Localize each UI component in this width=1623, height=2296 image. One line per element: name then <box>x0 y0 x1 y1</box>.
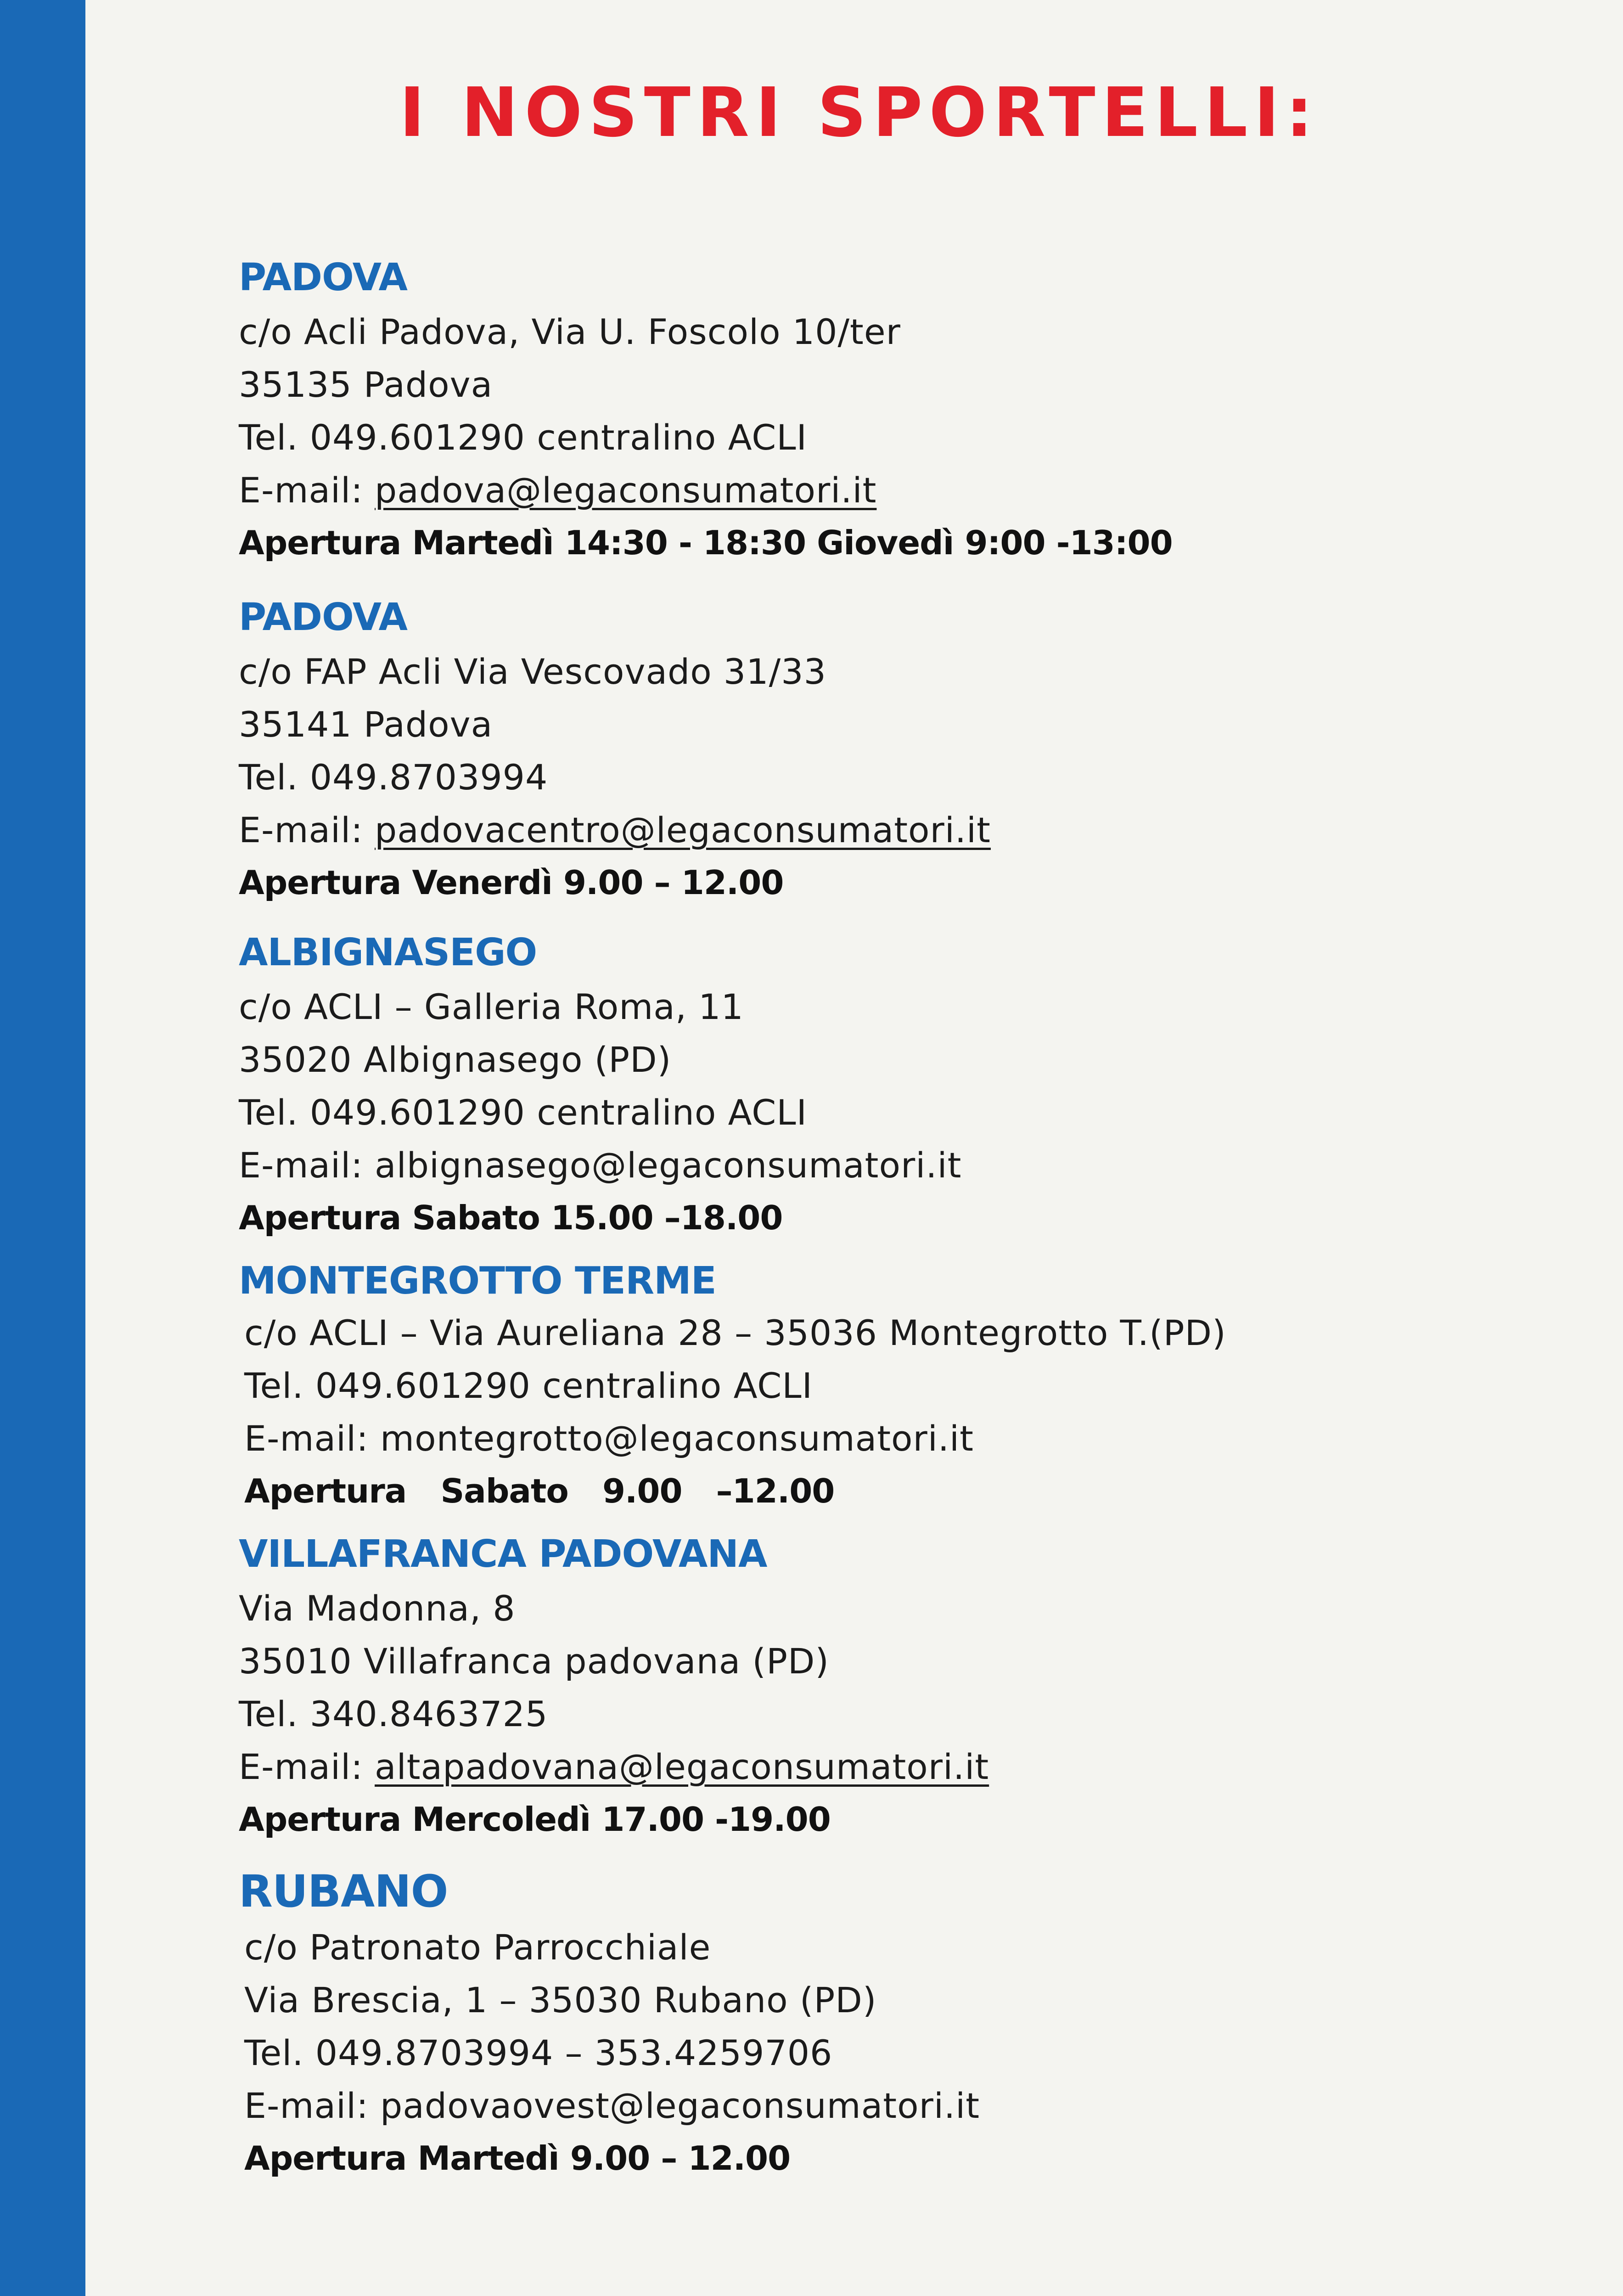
office-email-line <box>239 804 1570 856</box>
office-postal-city: 35135 Padova <box>239 364 493 405</box>
office-montegrotto-terme <box>239 1256 1570 1518</box>
office-street: Via Brescia, 1 – 35030 Rubano (PD) <box>244 1980 877 2020</box>
office-email-line <box>239 1139 1570 1192</box>
office-postal-city: 35010 Villafranca padovana (PD) <box>239 1641 830 1682</box>
office-postal-city: 35020 Albignasego (PD) <box>239 1039 672 1080</box>
office-email-line <box>239 1412 1570 1465</box>
email-link[interactable]: padovacentro@legaconsumatori.it <box>375 810 991 850</box>
office-hours: Apertura Martedì 14:30 - 18:30 Giovedì 9:00 -13:00 <box>239 523 1173 562</box>
office-hours: Apertura Venerdì 9.00 – 12.00 <box>239 863 784 902</box>
email-label: E-mail: <box>239 1145 375 1186</box>
office-address: c/o Acli Padova, Via U. Foscolo 10/ter <box>239 311 901 352</box>
email-label: E-mail: <box>244 2085 381 2126</box>
office-albignasego <box>239 925 1570 1244</box>
office-email-line <box>239 2079 1570 2132</box>
office-city: PADOVA <box>239 256 407 299</box>
office-hours: Apertura Sabato 9.00 –12.00 <box>244 1472 835 1510</box>
office-phone: Tel. 049.601290 centralino ACLI <box>239 1092 808 1133</box>
page-title: I NOSTRI SPORTELLI: <box>399 73 1320 152</box>
email-address[interactable]: padovaovest@legaconsumatori.it <box>380 2085 980 2126</box>
office-rubano <box>239 1862 1570 2185</box>
email-label: E-mail: <box>239 470 375 511</box>
office-hours: Apertura Martedì 9.00 – 12.00 <box>244 2139 791 2178</box>
email-link[interactable]: padova@legaconsumatori.it <box>375 470 877 511</box>
office-hours: Apertura Mercoledì 17.00 -19.00 <box>239 1800 831 1839</box>
office-city: MONTEGROTTO TERME <box>239 1259 716 1303</box>
email-link[interactable]: altapadovana@legaconsumatori.it <box>375 1746 989 1787</box>
office-city: VILLAFRANCA PADOVANA <box>239 1532 767 1576</box>
office-phone: Tel. 049.601290 centralino ACLI <box>244 1365 813 1406</box>
office-city: RUBANO <box>239 1866 448 1917</box>
office-address: Via Madonna, 8 <box>239 1588 516 1629</box>
office-villafranca-padovana <box>239 1527 1570 1846</box>
side-accent-bar <box>0 0 85 2296</box>
email-address[interactable]: albignasego@legaconsumatori.it <box>375 1145 962 1186</box>
email-label: E-mail: <box>239 1746 375 1787</box>
office-address: c/o ACLI – Via Aureliana 28 – 35036 Montegrotto T.(PD) <box>244 1312 1226 1353</box>
office-phone: Tel. 049.601290 centralino ACLI <box>239 417 808 458</box>
office-address: c/o FAP Acli Via Vescovado 31/33 <box>239 651 826 692</box>
office-phone: Tel. 049.8703994 <box>239 757 548 798</box>
office-phone: Tel. 049.8703994 – 353.4259706 <box>244 2032 833 2073</box>
office-city: ALBIGNASEGO <box>239 931 537 974</box>
office-email-line <box>239 1740 1570 1793</box>
office-postal-city: 35141 Padova <box>239 704 493 745</box>
email-address[interactable]: montegrotto@legaconsumatori.it <box>380 1418 974 1459</box>
office-padova-vescovado <box>239 590 1570 909</box>
office-address: c/o ACLI – Galleria Roma, 11 <box>239 986 744 1027</box>
email-label: E-mail: <box>244 1418 381 1459</box>
email-label: E-mail: <box>239 810 375 850</box>
office-hours: Apertura Sabato 15.00 –18.00 <box>239 1199 783 1237</box>
office-email-line <box>239 464 1570 517</box>
office-phone: Tel. 340.8463725 <box>239 1694 548 1734</box>
office-city: PADOVA <box>239 596 407 639</box>
office-address: c/o Patronato Parrocchiale <box>244 1927 711 1968</box>
office-padova-foscolo <box>239 250 1570 569</box>
